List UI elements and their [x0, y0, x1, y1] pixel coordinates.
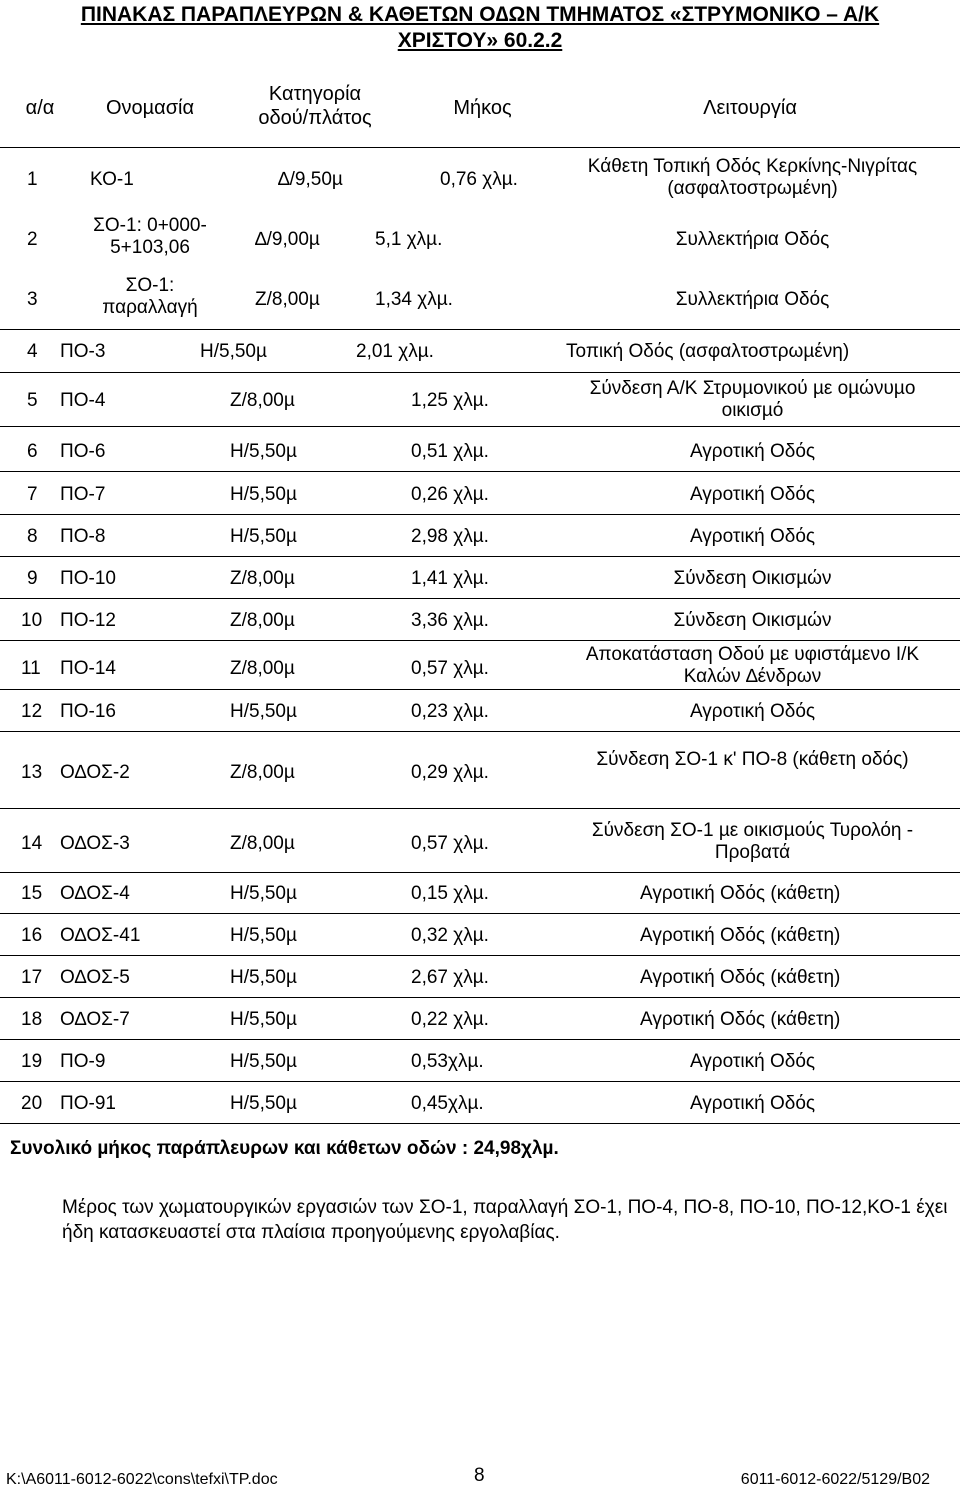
header-category: [235, 82, 395, 130]
cell-name: [75, 275, 225, 319]
divider: [0, 329, 960, 330]
cell-category: Ζ/8,00µ: [230, 390, 295, 411]
cell-name: [75, 215, 225, 259]
cell-category: Η/5,50µ: [230, 925, 297, 946]
cell-aa: 16: [21, 925, 43, 946]
cell-aa: 10: [21, 610, 43, 631]
cell-aa: 19: [21, 1051, 43, 1072]
cell-function: Σύνδεση Οικισµών: [673, 568, 832, 589]
cell-category: Ζ/8,00µ: [230, 658, 295, 679]
cell-function: Αγροτική Οδός: [689, 526, 816, 547]
footer-code: 6011-6012-6022/5129/B02: [740, 1471, 930, 1488]
cell-function-line-2: Προβατά: [714, 842, 791, 863]
cell-function: [560, 156, 945, 200]
cell-length: 2,98 χλµ.: [411, 526, 489, 547]
cell-length: 1,34 χλµ.: [375, 289, 453, 310]
cell-category: Ζ/8,00µ: [230, 610, 295, 631]
divider: [0, 1123, 960, 1124]
cell-name: ΠΟ-16: [60, 701, 116, 722]
cell-function: Αγροτική Οδός: [689, 1051, 816, 1072]
cell-category: Η/5,50µ: [230, 701, 297, 722]
cell-category: Η/5,50µ: [230, 967, 297, 988]
cell-length: 0,15 χλµ.: [411, 883, 489, 904]
cell-name: ΠΟ-14: [60, 658, 116, 679]
cell-name-line-2: 5+103,06: [110, 237, 190, 258]
cell-aa: 17: [21, 967, 43, 988]
cell-length: 0,29 χλµ.: [411, 762, 489, 783]
divider: [0, 913, 960, 914]
cell-function-line-1: Σύνδεση Α/Κ Στρυµονικού µε οµώνυµο: [589, 378, 916, 399]
cell-function-line-1: Σύνδεση ΣΟ-1 µε οικισµούς Τυρολόη -: [591, 820, 914, 841]
divider: [0, 372, 960, 373]
cell-aa: 11: [21, 658, 41, 679]
cell-name: Ο∆ΟΣ-41: [60, 925, 141, 946]
cell-name: Ο∆ΟΣ-2: [60, 762, 130, 783]
divider: [0, 872, 960, 873]
divider: [0, 514, 960, 515]
cell-aa: 6: [27, 441, 38, 462]
cell-category: Ζ/8,00µ: [230, 568, 295, 589]
cell-function: Συλλεκτήρια Οδός: [675, 289, 830, 310]
cell-category: Η/5,50µ: [230, 1009, 297, 1030]
divider: [0, 955, 960, 956]
cell-function: Αγροτική Οδός: [689, 484, 816, 505]
cell-category: Η/5,50µ: [230, 441, 297, 462]
cell-name: ΠΟ-6: [60, 441, 106, 462]
header-function: Λειτουργία: [703, 97, 797, 119]
cell-function-line-1: Αποκατάσταση Οδού µε υφιστάµενο Ι/Κ: [585, 644, 920, 665]
cell-aa: 13: [21, 762, 43, 783]
cell-category: ∆/9,50µ: [278, 169, 343, 190]
footer-page-number: 8: [474, 1465, 485, 1486]
cell-length: 0,26 χλµ.: [411, 484, 489, 505]
cell-aa: 3: [27, 289, 38, 310]
cell-aa: 14: [21, 833, 43, 854]
cell-name: Ο∆ΟΣ-7: [60, 1009, 130, 1030]
cell-length: 2,67 χλµ.: [411, 967, 489, 988]
cell-aa: 20: [21, 1093, 43, 1114]
cell-length: 0,53χλµ.: [411, 1051, 484, 1072]
cell-name-line-2: παραλλαγή: [102, 297, 198, 318]
cell-length: 1,41 χλµ.: [411, 568, 489, 589]
cell-function: Αγροτική Οδός: [689, 441, 816, 462]
cell-length: 3,36 χλµ.: [411, 610, 489, 631]
cell-aa: 12: [21, 701, 43, 722]
divider: [0, 731, 960, 732]
cell-function: Αγροτική Οδός: [689, 1093, 816, 1114]
cell-function: Αγροτική Οδός (κάθετη): [640, 967, 841, 988]
cell-name: ΠΟ-8: [60, 526, 106, 547]
header-aa: α/α: [25, 97, 55, 119]
cell-length: 5,1 χλµ.: [375, 229, 443, 250]
cell-function: [560, 378, 945, 422]
divider: [0, 997, 960, 998]
cell-function: Αγροτική Οδός: [689, 701, 816, 722]
divider: [0, 689, 960, 690]
header-name: Ονοµασία: [105, 97, 195, 119]
cell-aa: 1: [27, 169, 38, 190]
header-length: Μήκος: [453, 97, 512, 119]
cell-category: Ζ/8,00µ: [230, 833, 295, 854]
cell-name: ΠΟ-12: [60, 610, 116, 631]
cell-aa: 4: [27, 341, 38, 362]
cell-function-line-2: Καλών ∆ένδρων: [683, 666, 822, 687]
cell-name-line-1: ΣΟ-1:: [125, 275, 175, 296]
cell-category: Η/5,50µ: [230, 1051, 297, 1072]
cell-length: 0,45χλµ.: [411, 1093, 484, 1114]
cell-category: Η/5,50µ: [230, 883, 297, 904]
cell-function: Αγροτική Οδός (κάθετη): [640, 883, 841, 904]
title-line-1: ΠΙΝΑΚΑΣ ΠΑΡΑΠΛΕΥΡΩΝ & ΚΑΘΕΤΩΝ Ο∆ΩΝ ΤΜΗΜΑΤΟΣ «ΣΤΡΥΜΟΝΙΚΟ – Α/Κ: [80, 3, 880, 26]
cell-length: 0,57 χλµ.: [411, 833, 489, 854]
cell-function: Σύνδεση ΣΟ-1 κ' ΠΟ-8 (κάθετη οδός): [596, 749, 909, 770]
cell-name: Ο∆ΟΣ-3: [60, 833, 130, 854]
cell-length: 2,01 χλµ.: [356, 341, 434, 362]
cell-name: ΠΟ-9: [60, 1051, 106, 1072]
cell-category: Η/5,50µ: [200, 341, 267, 362]
cell-function: [560, 820, 945, 864]
divider: [0, 147, 960, 148]
cell-function: Αγροτική Οδός (κάθετη): [640, 1009, 841, 1030]
cell-name: ΠΟ-4: [60, 390, 106, 411]
cell-length: 0,22 χλµ.: [411, 1009, 489, 1030]
divider: [0, 1081, 960, 1082]
cell-function: [560, 644, 945, 688]
header-category-line-2: οδού/πλάτος: [258, 107, 372, 129]
cell-name: ΚΟ-1: [90, 169, 134, 190]
cell-function: Συλλεκτήρια Οδός: [675, 229, 830, 250]
cell-aa: 9: [27, 568, 38, 589]
header-category-line-1: Κατηγορία: [268, 83, 362, 105]
cell-length: 0,23 χλµ.: [411, 701, 489, 722]
cell-function: Αγροτική Οδός (κάθετη): [640, 925, 841, 946]
cell-name: ΠΟ-7: [60, 484, 106, 505]
divider: [0, 471, 960, 472]
cell-function: Τοπική Οδός (ασφαλτοστρωµένη): [566, 341, 850, 362]
cell-aa: 15: [21, 883, 43, 904]
cell-aa: 8: [27, 526, 38, 547]
note-paragraph: Μέρος των χωµατουργικών εργασιών των ΣΟ-1, παραλλαγή ΣΟ-1, ΠΟ-4, ΠΟ-8, ΠΟ-10, ΠΟ-12,ΚΟ-1 έχει ήδη κατασκευαστεί στα πλαίσια προηγούµενης εργολαβίας.: [62, 1197, 948, 1243]
cell-length: 0,76 χλµ.: [440, 169, 518, 190]
cell-name: ΠΟ-10: [60, 568, 116, 589]
cell-aa: 18: [21, 1009, 43, 1030]
cell-name: Ο∆ΟΣ-4: [60, 883, 130, 904]
cell-aa: 7: [27, 484, 38, 505]
cell-function: Σύνδεση Οικισµών: [673, 610, 832, 631]
cell-aa: 5: [27, 390, 38, 411]
cell-category: Ζ/8,00µ: [230, 762, 295, 783]
document-title: [0, 2, 960, 54]
cell-name-line-1: ΣΟ-1: 0+000-: [93, 215, 207, 236]
divider: [0, 598, 960, 599]
cell-length: 0,51 χλµ.: [411, 441, 489, 462]
divider: [0, 426, 960, 427]
footer-path: K:\A6011-6012-6022\cons\tefxi\TP.doc: [6, 1471, 278, 1488]
cell-category: Η/5,50µ: [230, 484, 297, 505]
cell-function-line-1: Κάθετη Τοπική Οδός Κερκίνης-Νιγρίτας: [587, 156, 918, 177]
divider: [0, 640, 960, 641]
cell-name: ΠΟ-91: [60, 1093, 116, 1114]
cell-length: 0,32 χλµ.: [411, 925, 489, 946]
cell-category: Ζ/8,00µ: [255, 289, 320, 310]
cell-length: 0,57 χλµ.: [411, 658, 489, 679]
cell-function-line-2: (ασφαλτοστρωµένη): [667, 178, 838, 199]
cell-name: ΠΟ-3: [60, 341, 106, 362]
divider: [0, 1039, 960, 1040]
cell-function-line-2: οικισµό: [721, 400, 784, 421]
cell-name: Ο∆ΟΣ-5: [60, 967, 130, 988]
cell-aa: 2: [27, 229, 38, 250]
title-line-2: ΧΡΙΣΤΟΥ» 60.2.2: [397, 29, 563, 52]
divider: [0, 808, 960, 809]
cell-category: Η/5,50µ: [230, 526, 297, 547]
cell-category: ∆/9,00µ: [255, 229, 320, 250]
cell-length: 1,25 χλµ.: [411, 390, 489, 411]
divider: [0, 556, 960, 557]
total-length: Συνολικό µήκος παράπλευρων και κάθετων οδών : 24,98χλµ.: [10, 1138, 559, 1159]
cell-category: Η/5,50µ: [230, 1093, 297, 1114]
